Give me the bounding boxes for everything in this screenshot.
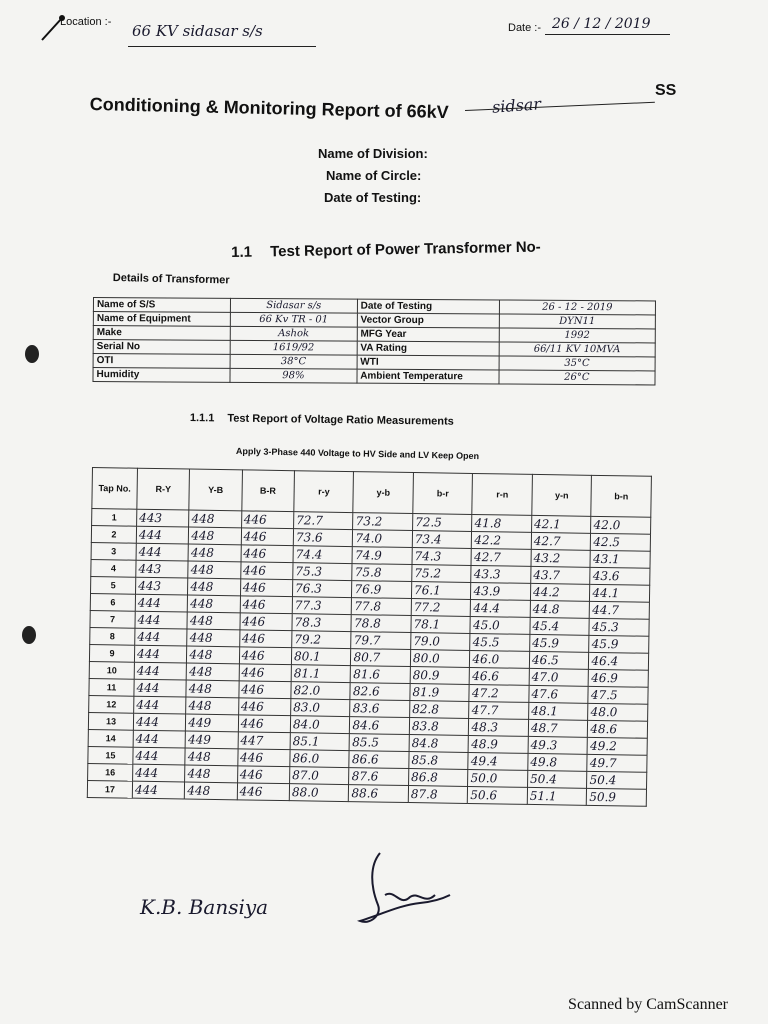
tap-number: 8	[90, 627, 135, 645]
column-header: R-Y	[137, 468, 190, 510]
title-suffix: SS	[655, 82, 677, 99]
reading-cell: 83.6	[350, 700, 410, 718]
reading-cell: 448	[186, 663, 239, 681]
reading-cell: 74.4	[293, 546, 353, 564]
reading-cell: 443	[136, 577, 189, 595]
reading-cell: 85.1	[290, 733, 350, 751]
details-value: 1992	[499, 328, 655, 343]
reading-cell: 42.7	[471, 548, 531, 566]
reading-cell: 44.8	[530, 600, 590, 618]
tap-number: 4	[91, 559, 136, 577]
reading-cell: 79.7	[351, 632, 411, 650]
subsection-title: Test Report of Voltage Ratio Measurements	[227, 412, 454, 428]
column-header: y-b	[353, 472, 413, 514]
reading-cell: 43.1	[590, 550, 650, 568]
voltage-ratio-table	[87, 467, 652, 807]
reading-cell: 82.6	[350, 683, 410, 701]
reading-cell: 444	[134, 645, 187, 663]
reading-cell: 77.8	[352, 598, 412, 616]
reading-cell: 448	[187, 646, 240, 664]
details-label: WTI	[357, 355, 499, 370]
reading-cell: 444	[132, 781, 185, 799]
signature-left: K.B. Bansiya	[140, 895, 269, 919]
reading-cell: 47.0	[529, 668, 589, 686]
reading-cell: 42.1	[531, 515, 591, 533]
reading-cell: 77.2	[411, 599, 471, 617]
reading-cell: 45.3	[589, 618, 649, 636]
reading-cell: 45.9	[589, 635, 649, 653]
reading-cell: 448	[185, 782, 238, 800]
division-label: Name of Division:	[318, 146, 428, 161]
reading-cell: 50.4	[587, 771, 647, 789]
reading-cell: 444	[136, 543, 189, 561]
reading-cell: 76.3	[292, 580, 352, 598]
reading-cell: 446	[238, 698, 291, 716]
details-value: DYN11	[499, 314, 655, 329]
reading-cell: 82.8	[410, 701, 470, 719]
reading-cell: 444	[135, 611, 188, 629]
tap-number: 12	[89, 695, 134, 713]
reading-cell: 446	[240, 579, 293, 597]
location-value: 66 KV sidasar s/s	[132, 22, 263, 40]
column-header: B-R	[241, 470, 294, 512]
reading-cell: 444	[133, 730, 186, 748]
reading-cell: 446	[241, 528, 294, 546]
details-label: MFG Year	[357, 327, 499, 342]
reading-cell: 73.6	[293, 529, 353, 547]
column-header: Tap No.	[92, 468, 138, 510]
details-value: 35°C	[499, 356, 655, 371]
reading-cell: 42.7	[531, 532, 591, 550]
reading-cell: 51.1	[527, 787, 587, 805]
reading-cell: 448	[189, 510, 242, 528]
reading-cell: 444	[133, 764, 186, 782]
reading-cell: 79.0	[411, 633, 471, 651]
reading-cell: 86.6	[349, 751, 409, 769]
column-header: r-y	[294, 471, 354, 513]
testing-date-label: Date of Testing:	[324, 190, 422, 205]
details-value: 98%	[230, 368, 357, 383]
column-header: y-n	[532, 474, 592, 516]
tap-number: 6	[90, 593, 135, 611]
reading-cell: 46.9	[589, 669, 649, 687]
details-label: Date of Testing	[357, 299, 499, 314]
reading-cell: 80.9	[410, 667, 470, 685]
reading-cell: 44.2	[530, 583, 590, 601]
reading-cell: 43.6	[590, 567, 650, 585]
section-title: Test Report of Power Transformer No-	[270, 238, 541, 261]
reading-cell: 84.0	[290, 716, 350, 734]
details-label: Humidity	[93, 368, 230, 383]
reading-cell: 448	[189, 527, 242, 545]
details-value: 26 - 12 - 2019	[499, 300, 655, 315]
reading-cell: 448	[188, 561, 241, 579]
reading-cell: 448	[187, 612, 240, 630]
reading-cell: 78.3	[292, 614, 352, 632]
reading-cell: 50.9	[587, 788, 647, 806]
reading-cell: 446	[237, 783, 290, 801]
reading-cell: 75.3	[293, 563, 353, 581]
reading-cell: 87.0	[290, 767, 350, 785]
reading-cell: 443	[137, 509, 190, 527]
reading-cell: 86.0	[290, 750, 350, 768]
reading-cell: 444	[134, 696, 187, 714]
reading-cell: 46.4	[589, 652, 649, 670]
reading-cell: 42.2	[472, 531, 532, 549]
reading-cell: 76.1	[411, 582, 471, 600]
reading-cell: 42.0	[591, 516, 651, 534]
instruction-text: Apply 3-Phase 440 Voltage to HV Side and LV Keep Open	[235, 446, 480, 462]
reading-cell: 84.8	[409, 735, 469, 753]
reading-cell: 448	[187, 629, 240, 647]
reading-cell: 43.3	[471, 565, 531, 583]
reading-cell: 75.2	[412, 565, 472, 583]
reading-cell: 444	[135, 594, 188, 612]
details-label: Vector Group	[357, 313, 499, 328]
reading-cell: 83.8	[409, 718, 469, 736]
reading-cell: 44.4	[471, 599, 531, 617]
reading-cell: 446	[240, 613, 293, 631]
reading-cell: 80.1	[291, 648, 351, 666]
details-label: OTI	[93, 354, 230, 369]
tap-number: 11	[89, 678, 134, 696]
reading-cell: 50.0	[468, 769, 528, 787]
reading-cell: 46.6	[470, 667, 530, 685]
reading-cell: 46.5	[529, 651, 589, 669]
reading-cell: 80.7	[351, 649, 411, 667]
details-value: Ashok	[230, 326, 357, 341]
reading-cell: 50.6	[468, 786, 528, 804]
reading-cell: 75.8	[352, 564, 412, 582]
reading-cell: 48.6	[588, 720, 648, 738]
reading-cell: 49.7	[587, 754, 647, 772]
reading-cell: 448	[185, 748, 238, 766]
reading-cell: 50.4	[527, 770, 587, 788]
reading-cell: 43.9	[471, 582, 531, 600]
reading-cell: 444	[134, 679, 187, 697]
date-value: 26 / 12 / 2019	[552, 16, 651, 32]
reading-cell: 85.8	[409, 752, 469, 770]
subsection-heading	[190, 412, 454, 428]
reading-cell: 447	[238, 732, 291, 750]
tap-number: 2	[91, 526, 136, 544]
reading-cell: 80.0	[410, 650, 470, 668]
reading-cell: 84.6	[350, 717, 410, 735]
reading-cell: 446	[239, 664, 292, 682]
scanner-watermark: Scanned by CamScanner	[568, 996, 728, 1013]
reading-cell: 446	[239, 647, 292, 665]
reading-cell: 45.5	[470, 633, 530, 651]
date-label: Date :-	[508, 22, 542, 34]
reading-cell: 88.0	[289, 784, 349, 802]
reading-cell: 446	[240, 562, 293, 580]
section-heading	[231, 239, 541, 261]
reading-cell: 448	[186, 697, 239, 715]
reading-cell: 449	[185, 731, 238, 749]
subsection-number: 1.1.1	[189, 412, 215, 425]
transformer-details-table	[92, 297, 656, 385]
reading-cell: 44.7	[590, 601, 650, 619]
reading-cell: 48.0	[588, 703, 648, 721]
details-value: 26°C	[499, 370, 655, 385]
column-header: b-n	[591, 475, 651, 517]
reading-cell: 47.5	[588, 686, 648, 704]
details-label: Name of Equipment	[93, 312, 230, 327]
reading-cell: 444	[133, 747, 186, 765]
reading-cell: 76.9	[352, 581, 412, 599]
column-header: r-n	[472, 473, 532, 515]
reading-cell: 45.9	[530, 634, 590, 652]
tap-number: 1	[92, 509, 137, 527]
details-label: Serial No	[93, 340, 230, 355]
reading-cell: 41.8	[472, 514, 532, 532]
reading-cell: 83.0	[291, 699, 351, 717]
reading-cell: 73.2	[353, 513, 413, 531]
reading-cell: 43.7	[531, 566, 591, 584]
reading-cell: 448	[185, 765, 238, 783]
tap-number: 14	[88, 729, 133, 747]
reading-cell: 45.0	[470, 616, 530, 634]
reading-cell: 47.6	[529, 685, 589, 703]
reading-cell: 72.7	[294, 512, 354, 530]
reading-cell: 87.8	[408, 786, 468, 804]
reading-cell: 449	[186, 714, 239, 732]
tap-number: 13	[88, 712, 133, 730]
reading-cell: 448	[188, 544, 241, 562]
reading-cell: 45.4	[530, 617, 590, 635]
reading-cell: 446	[239, 630, 292, 648]
date-underline	[545, 34, 670, 35]
reading-cell: 48.9	[469, 735, 529, 753]
location-underline	[128, 46, 316, 47]
reading-cell: 444	[135, 628, 188, 646]
reading-cell: 448	[188, 595, 241, 613]
tap-number: 3	[91, 542, 136, 560]
reading-cell: 81.1	[291, 665, 351, 683]
reading-cell: 446	[241, 511, 294, 529]
details-label: VA Rating	[357, 341, 499, 356]
reading-cell: 81.9	[410, 684, 470, 702]
details-label: Ambient Temperature	[357, 369, 499, 384]
circle-label: Name of Circle:	[326, 168, 422, 183]
reading-cell: 448	[188, 578, 241, 596]
tap-number: 15	[88, 746, 133, 764]
reading-cell: 444	[133, 713, 186, 731]
reading-cell: 48.1	[529, 702, 589, 720]
details-value: 1619/92	[230, 340, 357, 355]
reading-cell: 74.9	[352, 547, 412, 565]
reading-cell: 444	[136, 526, 189, 544]
reading-cell: 446	[238, 715, 291, 733]
reading-cell: 49.8	[528, 753, 588, 771]
tap-number: 17	[87, 780, 132, 798]
column-header: b-r	[413, 473, 473, 515]
punch-hole	[25, 345, 39, 363]
reading-cell: 47.2	[469, 684, 529, 702]
reading-cell: 88.6	[349, 785, 409, 803]
reading-cell: 74.0	[353, 530, 413, 548]
reading-cell: 77.3	[292, 597, 352, 615]
reading-cell: 444	[134, 662, 187, 680]
location-label: Location :-	[60, 16, 112, 28]
reading-cell: 448	[186, 680, 239, 698]
reading-cell: 446	[240, 596, 293, 614]
reading-cell: 47.7	[469, 701, 529, 719]
tap-number: 9	[89, 644, 134, 662]
details-label: Make	[93, 326, 230, 341]
reading-cell: 79.2	[292, 631, 352, 649]
details-heading: Details of Transformer	[112, 272, 230, 287]
tap-number: 16	[88, 763, 133, 781]
reading-cell: 49.3	[528, 736, 588, 754]
reading-cell: 46.0	[470, 650, 530, 668]
details-value: Sidasar s/s	[230, 298, 357, 313]
station-name: sidsar	[491, 94, 542, 117]
reading-cell: 443	[136, 560, 189, 578]
reading-cell: 446	[237, 749, 290, 767]
reading-cell: 74.3	[412, 548, 472, 566]
reading-cell: 43.2	[531, 549, 591, 567]
tap-number: 5	[91, 576, 136, 594]
column-header: Y-B	[189, 469, 242, 511]
reading-cell: 446	[241, 545, 294, 563]
details-row	[93, 368, 655, 385]
details-value: 66 Kv TR - 01	[230, 312, 357, 327]
report-title: Conditioning & Monitoring Report of 66kV	[89, 94, 449, 123]
reading-cell: 44.1	[590, 584, 650, 602]
reading-cell: 78.8	[351, 615, 411, 633]
reading-cell: 49.2	[587, 737, 647, 755]
reading-cell: 48.3	[469, 718, 529, 736]
signature-right	[340, 845, 460, 935]
reading-cell: 73.4	[412, 531, 472, 549]
reading-cell: 82.0	[291, 682, 351, 700]
details-value: 66/11 KV 10MVA	[499, 342, 655, 357]
reading-cell: 72.5	[412, 514, 472, 532]
reading-cell: 85.5	[350, 734, 410, 752]
reading-cell: 446	[239, 681, 292, 699]
reading-cell: 49.4	[468, 752, 528, 770]
details-value: 38°C	[230, 354, 357, 369]
reading-cell: 446	[237, 766, 290, 784]
reading-cell: 42.5	[591, 533, 651, 551]
details-label: Name of S/S	[93, 298, 230, 313]
tap-number: 10	[89, 661, 134, 679]
tap-number: 7	[90, 610, 135, 628]
reading-cell: 78.1	[411, 616, 471, 634]
reading-cell: 48.7	[528, 719, 588, 737]
section-number: 1.1	[231, 243, 253, 261]
reading-cell: 86.8	[408, 769, 468, 787]
reading-cell: 87.6	[349, 768, 409, 786]
reading-cell: 81.6	[351, 666, 411, 684]
punch-hole	[22, 626, 36, 644]
